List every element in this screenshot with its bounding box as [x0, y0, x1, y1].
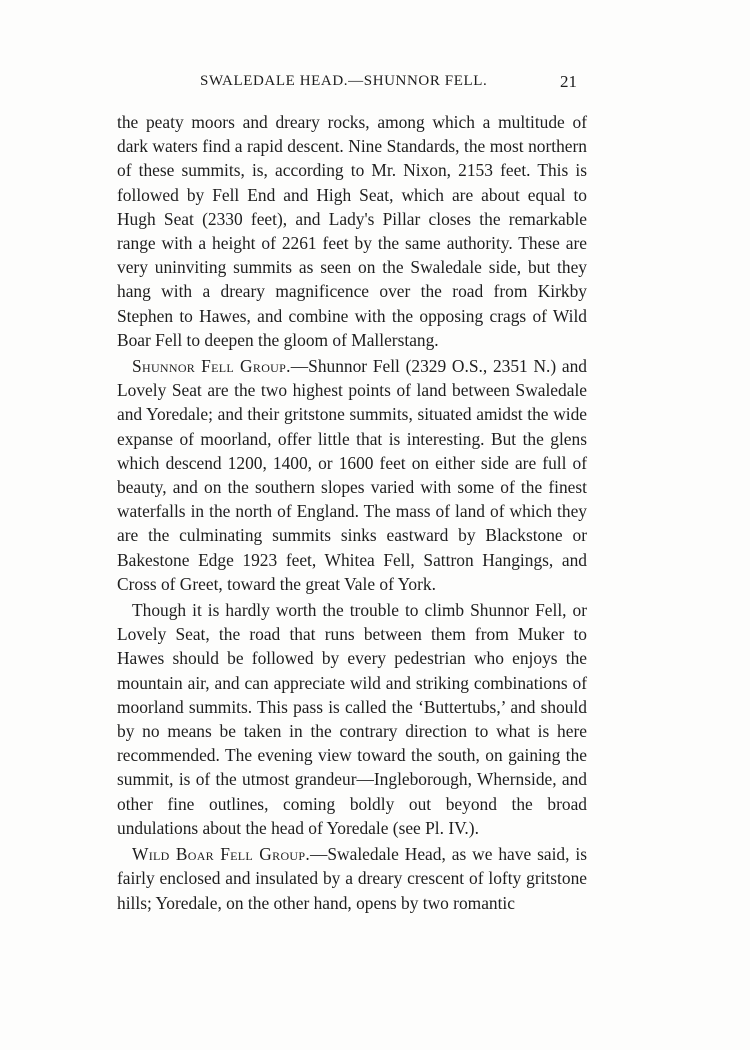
paragraph-3: Though it is hardly worth the trouble to climb Shunnor Fell, or Lovely Seat, the road that runs between them from Muker to Hawes should be followed by every pedestrian who enjoys the mountain air, and can appreciate wild and striking combinations of moorland summits. This pass is called the ‘Buttertubs,’ and should by no means be taken in the contrary direction to what is here recommended. The evening view toward the south, on gaining the summit, is of the utmost grandeur—Ingleborough, Whernside, and other fine outlines, coming boldly out beyond the broad undulations about the head of Yoredale (see Pl. IV.). [117, 600, 587, 838]
body-text [117, 110, 587, 917]
paragraph-1: the peaty moors and dreary rocks, among which a multitude of dark waters find a rapid descent. Nine Standards, the most northern of these summits, is, according to Mr. Nixon, 2153 feet. This is followed by Fell End and High Seat, which are about equal to Hugh Seat (2330 feet), and Lady's Pillar closes the remarkable range with a height of 2261 feet by the same authority. These are very uninviting summits as seen on the Swaledale side, but they hang with a dreary magnificence over the road from Kirkby Stephen to Hawes, and combine with the opposing crags of Wild Boar Fell to deepen the gloom of Mallerstang. [117, 112, 587, 350]
running-head: SWALEDALE HEAD.—SHUNNOR FELL. [200, 73, 488, 89]
section-heading-wild-boar-fell-group: Wild Boar Fell Group. [132, 844, 310, 865]
page-number: 21 [560, 72, 577, 91]
section-heading-shunnor-fell-group: Shunnor Fell Group. [132, 356, 291, 377]
paragraph-4 [117, 842, 587, 915]
paragraph-4-text: —Swaledale Head, as we have said, is fairly enclosed and insulated by a dreary crescent of lofty gritstone hills; Yoredale, on the other hand, opens by two romantic [117, 844, 587, 913]
paragraph-2-text: —Shunnor Fell (2329 O.S., 2351 N.) and Lovely Seat are the two highest points of land between Swaledale and Yoredale; and their gritstone summits, situated amidst the wide expanse of moorland, offer little that is interesting. But the glens which descend 1200, 1400, or 1600 feet on either side are full of beauty, and on the southern slopes varied with some of the finest waterfalls in the north of England. The mass of land of which they are the culminating summits sinks eastward by Blackstone or Bakestone Edge 1923 feet, Whitea Fell, Sattron Hangings, and Cross of Greet, toward the great Vale of York. [117, 356, 588, 594]
page-header [0, 71, 750, 95]
paragraph-2 [117, 354, 587, 596]
